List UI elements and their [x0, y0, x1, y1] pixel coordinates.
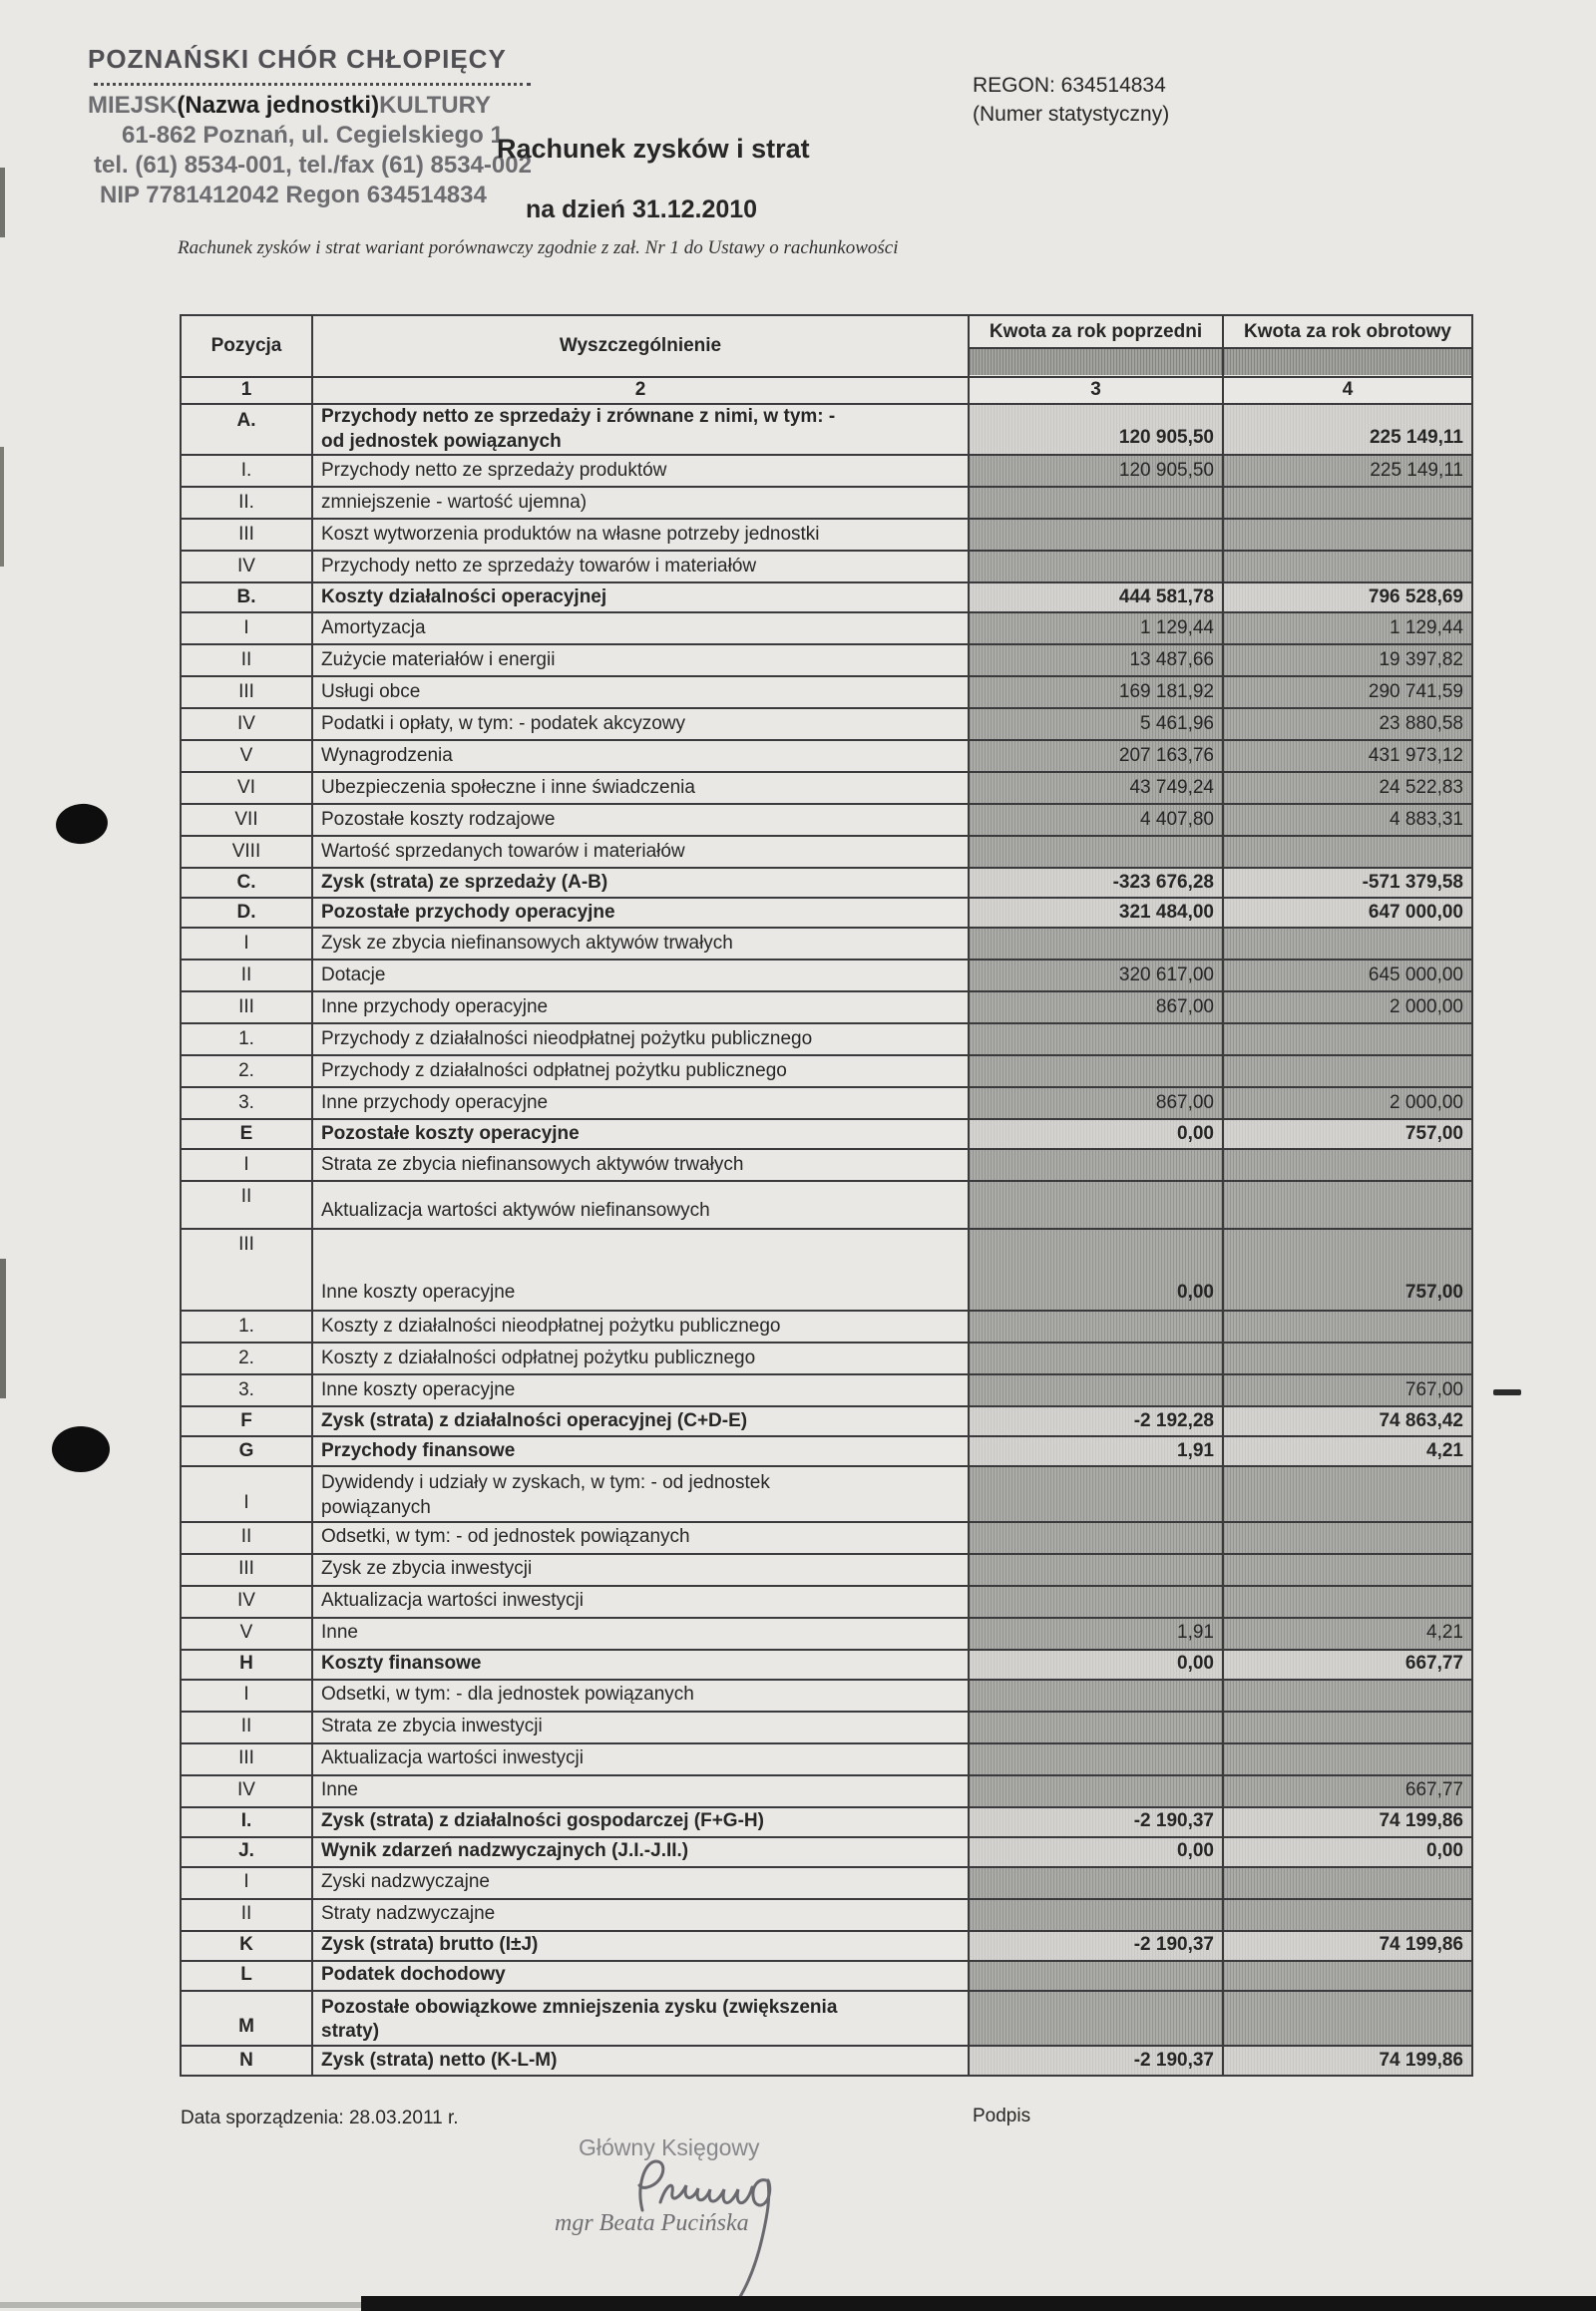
- cell-pozycja: 1.: [181, 1023, 312, 1055]
- cell-pozycja: II: [181, 644, 312, 676]
- cell-pozycja: L: [181, 1961, 312, 1991]
- scan-edge-artifact: [0, 447, 4, 567]
- table-header-row: [181, 315, 1472, 377]
- cell-kwota-obrotowy: [1223, 1343, 1472, 1374]
- cell-kwota-obrotowy: 2 000,00: [1223, 991, 1472, 1023]
- table-row: [181, 1119, 1472, 1149]
- cell-pozycja: I: [181, 1149, 312, 1181]
- table-row: [181, 404, 1472, 455]
- cell-wyszczegolnienie: Odsetki, w tym: - dla jednostek powiązanych: [312, 1680, 969, 1712]
- cell-kwota-poprzedni: 120 905,50: [969, 404, 1223, 455]
- cell-wyszczegolnienie: Aktualizacja wartości inwestycji: [312, 1743, 969, 1775]
- cell-pozycja: F: [181, 1406, 312, 1436]
- cell-pozycja: D.: [181, 898, 312, 928]
- cell-pozycja: II: [181, 1181, 312, 1229]
- cell-pozycja: III: [181, 991, 312, 1023]
- cell-pozycja: II: [181, 1522, 312, 1554]
- cell-kwota-obrotowy: [1223, 519, 1472, 551]
- cell-wyszczegolnienie: Pozostałe koszty operacyjne: [312, 1119, 969, 1149]
- cell-wyszczegolnienie: Przychody z działalności nieodpłatnej pożytku publicznego: [312, 1023, 969, 1055]
- table-row: [181, 1436, 1472, 1466]
- cell-wyszczegolnienie: Zysk ze zbycia inwestycji: [312, 1554, 969, 1586]
- cell-wyszczegolnienie: Przychody finansowe: [312, 1436, 969, 1466]
- cell-wyszczegolnienie: Przychody netto ze sprzedaży i zrównane z nimi, w tym: - od jednostek powiązanych: [312, 404, 969, 455]
- cell-wyszczegolnienie: Koszty finansowe: [312, 1650, 969, 1680]
- cell-kwota-poprzedni: 320 617,00: [969, 960, 1223, 991]
- cell-pozycja: I: [181, 1466, 312, 1521]
- stamp-nip-regon: NIP 7781412042 Regon 634514834: [100, 182, 487, 208]
- cell-pozycja: III: [181, 676, 312, 708]
- cell-kwota-poprzedni: 0,00: [969, 1119, 1223, 1149]
- cell-pozycja: IV: [181, 1586, 312, 1618]
- accountant-stamp-name: mgr Beata Pucińska: [555, 2210, 749, 2236]
- cell-kwota-obrotowy: [1223, 551, 1472, 582]
- cell-wyszczegolnienie: Pozostałe obowiązkowe zmniejszenia zysku (zwiększenia straty): [312, 1991, 969, 2046]
- cell-pozycja: V: [181, 740, 312, 772]
- cell-wyszczegolnienie: Amortyzacja: [312, 612, 969, 644]
- table-row: [181, 1867, 1472, 1899]
- cell-wyszczegolnienie: Inne koszty operacyjne: [312, 1229, 969, 1311]
- preparation-date: Data sporządzenia: 28.03.2011 r.: [181, 2108, 459, 2128]
- cell-kwota-obrotowy: 74 199,86: [1223, 2046, 1472, 2076]
- cell-pozycja: B.: [181, 582, 312, 612]
- cell-wyszczegolnienie: Podatek dochodowy: [312, 1961, 969, 1991]
- col-header-kwota-obrotowy: [1223, 315, 1472, 377]
- cell-kwota-obrotowy: 19 397,82: [1223, 644, 1472, 676]
- cell-kwota-poprzedni: 4 407,80: [969, 804, 1223, 836]
- cell-wyszczegolnienie: Koszty działalności operacyjnej: [312, 582, 969, 612]
- cell-kwota-poprzedni: 1 129,44: [969, 612, 1223, 644]
- cell-pozycja: III: [181, 1743, 312, 1775]
- table-row: [181, 1807, 1472, 1837]
- cell-wyszczegolnienie: Usługi obce: [312, 676, 969, 708]
- table-row: [181, 1899, 1472, 1931]
- table-row: [181, 868, 1472, 898]
- table-row: [181, 676, 1472, 708]
- cell-kwota-obrotowy: 796 528,69: [1223, 582, 1472, 612]
- cell-kwota-poprzedni: [969, 1343, 1223, 1374]
- stamp-phone: tel. (61) 8534-001, tel./fax (61) 8534-002: [94, 152, 532, 179]
- margin-dash-annotation: [1493, 1389, 1521, 1395]
- table-row: [181, 1712, 1472, 1743]
- cell-kwota-poprzedni: -2 190,37: [969, 2046, 1223, 2076]
- cell-kwota-poprzedni: 0,00: [969, 1650, 1223, 1680]
- dotted-line: [94, 77, 531, 86]
- cell-wyszczegolnienie: Strata ze zbycia inwestycji: [312, 1712, 969, 1743]
- profit-loss-table: [180, 314, 1473, 2077]
- cell-pozycja: A.: [181, 404, 312, 455]
- cell-kwota-poprzedni: [969, 519, 1223, 551]
- cell-wyszczegolnienie: Przychody netto ze sprzedaży towarów i materiałów: [312, 551, 969, 582]
- cell-kwota-poprzedni: 1,91: [969, 1618, 1223, 1650]
- cell-kwota-obrotowy: [1223, 1680, 1472, 1712]
- table-row: [181, 612, 1472, 644]
- cell-kwota-poprzedni: [969, 1055, 1223, 1087]
- table-row: [181, 1149, 1472, 1181]
- table-row: [181, 1931, 1472, 1961]
- stamp-address: 61-862 Poznań, ul. Cegielskiego 1: [122, 122, 504, 149]
- cell-kwota-obrotowy: 767,00: [1223, 1374, 1472, 1406]
- cell-kwota-poprzedni: [969, 1522, 1223, 1554]
- cell-kwota-poprzedni: -2 190,37: [969, 1807, 1223, 1837]
- stamp-line-2: [88, 92, 587, 120]
- cell-wyszczegolnienie: Inne: [312, 1618, 969, 1650]
- cell-pozycja: IV: [181, 551, 312, 582]
- cell-kwota-poprzedni: -2 192,28: [969, 1406, 1223, 1436]
- cell-wyszczegolnienie: Inne: [312, 1775, 969, 1807]
- cell-pozycja: I: [181, 612, 312, 644]
- cell-kwota-poprzedni: 207 163,76: [969, 740, 1223, 772]
- cell-wyszczegolnienie: Straty nadzwyczajne: [312, 1899, 969, 1931]
- cell-kwota-obrotowy: 74 199,86: [1223, 1807, 1472, 1837]
- cell-wyszczegolnienie: Zysk ze zbycia niefinansowych aktywów trwałych: [312, 928, 969, 960]
- cell-kwota-obrotowy: [1223, 1023, 1472, 1055]
- cell-pozycja: 3.: [181, 1087, 312, 1119]
- cell-kwota-poprzedni: [969, 928, 1223, 960]
- col-header-kwota-obrotowy-label: Kwota za rok obrotowy: [1244, 320, 1451, 342]
- cell-kwota-obrotowy: [1223, 836, 1472, 868]
- cell-kwota-obrotowy: 667,77: [1223, 1775, 1472, 1807]
- cell-pozycja: G: [181, 1436, 312, 1466]
- cell-kwota-poprzedni: 867,00: [969, 991, 1223, 1023]
- cell-pozycja: N: [181, 2046, 312, 2076]
- table-row: [181, 1181, 1472, 1229]
- cell-pozycja: II: [181, 1712, 312, 1743]
- cell-kwota-poprzedni: [969, 1311, 1223, 1343]
- cell-kwota-poprzedni: 867,00: [969, 1087, 1223, 1119]
- cell-kwota-poprzedni: [969, 1899, 1223, 1931]
- cell-pozycja: M: [181, 1991, 312, 2046]
- cell-wyszczegolnienie: Pozostałe przychody operacyjne: [312, 898, 969, 928]
- cell-wyszczegolnienie: Wynagrodzenia: [312, 740, 969, 772]
- cell-pozycja: II: [181, 960, 312, 991]
- cell-kwota-poprzedni: 13 487,66: [969, 644, 1223, 676]
- cell-kwota-obrotowy: [1223, 928, 1472, 960]
- table-row: [181, 487, 1472, 519]
- cell-wyszczegolnienie: Zysk (strata) ze sprzedaży (A-B): [312, 868, 969, 898]
- table-row: [181, 772, 1472, 804]
- cell-wyszczegolnienie: Inne przychody operacyjne: [312, 1087, 969, 1119]
- col-header-pozycja: Pozycja: [181, 315, 312, 377]
- cell-kwota-poprzedni: 444 581,78: [969, 582, 1223, 612]
- cell-wyszczegolnienie: Aktualizacja wartości aktywów niefinansowych: [312, 1181, 969, 1229]
- table-row: [181, 898, 1472, 928]
- stamp-company-name: POZNAŃSKI CHÓR CHŁOPIĘCY: [88, 44, 507, 74]
- column-number: 2: [312, 377, 969, 404]
- cell-kwota-obrotowy: [1223, 1899, 1472, 1931]
- cell-kwota-obrotowy: 290 741,59: [1223, 676, 1472, 708]
- cell-kwota-poprzedni: [969, 1181, 1223, 1229]
- table-row: [181, 1650, 1472, 1680]
- cell-wyszczegolnienie: Wartość sprzedanych towarów i materiałów: [312, 836, 969, 868]
- cell-pozycja: J.: [181, 1837, 312, 1867]
- table-row: [181, 1087, 1472, 1119]
- table-row: [181, 740, 1472, 772]
- cell-pozycja: II: [181, 1899, 312, 1931]
- cell-kwota-obrotowy: [1223, 1743, 1472, 1775]
- table-row: [181, 1522, 1472, 1554]
- cell-kwota-poprzedni: 169 181,92: [969, 676, 1223, 708]
- cell-kwota-poprzedni: [969, 836, 1223, 868]
- cell-wyszczegolnienie: Inne przychody operacyjne: [312, 991, 969, 1023]
- cell-kwota-poprzedni: 5 461,96: [969, 708, 1223, 740]
- cell-pozycja: I: [181, 1867, 312, 1899]
- table-row: [181, 519, 1472, 551]
- cell-kwota-obrotowy: 225 149,11: [1223, 404, 1472, 455]
- cell-pozycja: III: [181, 1229, 312, 1311]
- cell-pozycja: 2.: [181, 1343, 312, 1374]
- cell-kwota-obrotowy: 645 000,00: [1223, 960, 1472, 991]
- cell-kwota-poprzedni: [969, 1466, 1223, 1521]
- cell-kwota-poprzedni: [969, 1586, 1223, 1618]
- cell-kwota-obrotowy: [1223, 1712, 1472, 1743]
- cell-kwota-poprzedni: 0,00: [969, 1837, 1223, 1867]
- cell-kwota-obrotowy: 0,00: [1223, 1837, 1472, 1867]
- table-row: [181, 1618, 1472, 1650]
- column-number: 3: [969, 377, 1223, 404]
- column-number: 1: [181, 377, 312, 404]
- cell-kwota-obrotowy: 667,77: [1223, 1650, 1472, 1680]
- cell-wyszczegolnienie: Aktualizacja wartości inwestycji: [312, 1586, 969, 1618]
- cell-pozycja: VI: [181, 772, 312, 804]
- table-row: [181, 1680, 1472, 1712]
- table-row: [181, 804, 1472, 836]
- cell-kwota-poprzedni: [969, 1867, 1223, 1899]
- cell-pozycja: H: [181, 1650, 312, 1680]
- cell-pozycja: 1.: [181, 1311, 312, 1343]
- cell-pozycja: III: [181, 1554, 312, 1586]
- hole-punch-top: [54, 801, 110, 846]
- cell-wyszczegolnienie: Zużycie materiałów i energii: [312, 644, 969, 676]
- table-row: [181, 2046, 1472, 2076]
- cell-kwota-poprzedni: 321 484,00: [969, 898, 1223, 928]
- cell-pozycja: E: [181, 1119, 312, 1149]
- cell-kwota-poprzedni: [969, 1991, 1223, 2046]
- table-row: [181, 1374, 1472, 1406]
- cell-kwota-obrotowy: -571 379,58: [1223, 868, 1472, 898]
- scan-edge-bottom-left: [0, 2302, 361, 2308]
- cell-kwota-obrotowy: 74 199,86: [1223, 1931, 1472, 1961]
- table-row: [181, 991, 1472, 1023]
- cell-kwota-obrotowy: [1223, 1961, 1472, 1991]
- cell-kwota-poprzedni: [969, 1149, 1223, 1181]
- col-header-kwota-poprzedni-label: Kwota za rok poprzedni: [989, 320, 1203, 342]
- cell-wyszczegolnienie: Odsetki, w tym: - od jednostek powiązanych: [312, 1522, 969, 1554]
- cell-pozycja: II.: [181, 487, 312, 519]
- document-date: na dzień 31.12.2010: [526, 195, 758, 223]
- cell-pozycja: C.: [181, 868, 312, 898]
- table-row: [181, 836, 1472, 868]
- table-row: [181, 1343, 1472, 1374]
- hatch-band: [970, 347, 1222, 375]
- cell-wyszczegolnienie: Zysk (strata) z działalności operacyjnej (C+D-E): [312, 1406, 969, 1436]
- cell-pozycja: I.: [181, 1807, 312, 1837]
- cell-kwota-obrotowy: 4,21: [1223, 1436, 1472, 1466]
- cell-kwota-poprzedni: -323 676,28: [969, 868, 1223, 898]
- table-row: [181, 928, 1472, 960]
- document-subtitle: Rachunek zysków i strat wariant porównawczy zgodnie z zał. Nr 1 do Ustawy o rachunkowości: [178, 237, 899, 258]
- cell-wyszczegolnienie: Zysk (strata) z działalności gospodarczej (F+G-H): [312, 1807, 969, 1837]
- cell-kwota-poprzedni: [969, 1023, 1223, 1055]
- cell-pozycja: 3.: [181, 1374, 312, 1406]
- cell-kwota-obrotowy: [1223, 1181, 1472, 1229]
- cell-pozycja: I: [181, 928, 312, 960]
- cell-wyszczegolnienie: Inne koszty operacyjne: [312, 1374, 969, 1406]
- scan-edge-artifact: [0, 168, 5, 237]
- cell-kwota-poprzedni: [969, 551, 1223, 582]
- scan-edge-bottom: [361, 2296, 1596, 2311]
- table-row: [181, 960, 1472, 991]
- cell-kwota-obrotowy: [1223, 1991, 1472, 2046]
- cell-pozycja: VIII: [181, 836, 312, 868]
- cell-kwota-obrotowy: [1223, 487, 1472, 519]
- table-row: [181, 1961, 1472, 1991]
- cell-kwota-poprzedni: [969, 1743, 1223, 1775]
- cell-kwota-obrotowy: 647 000,00: [1223, 898, 1472, 928]
- cell-kwota-poprzedni: 43 749,24: [969, 772, 1223, 804]
- cell-kwota-obrotowy: 2 000,00: [1223, 1087, 1472, 1119]
- cell-kwota-poprzedni: [969, 487, 1223, 519]
- cell-pozycja: K: [181, 1931, 312, 1961]
- regon-caption: (Numer statystyczny): [973, 103, 1170, 126]
- cell-kwota-obrotowy: [1223, 1586, 1472, 1618]
- cell-wyszczegolnienie: Dotacje: [312, 960, 969, 991]
- table-row: [181, 708, 1472, 740]
- cell-pozycja: III: [181, 519, 312, 551]
- cell-wyszczegolnienie: Przychody z działalności odpłatnej pożytku publicznego: [312, 1055, 969, 1087]
- cell-kwota-obrotowy: 4 883,31: [1223, 804, 1472, 836]
- company-stamp: [88, 44, 587, 209]
- cell-kwota-obrotowy: 225 149,11: [1223, 455, 1472, 487]
- cell-kwota-poprzedni: 0,00: [969, 1229, 1223, 1311]
- table-row: [181, 1055, 1472, 1087]
- table-row: [181, 455, 1472, 487]
- table-row: [181, 1406, 1472, 1436]
- form-label-nazwa-jednostki: (Nazwa jednostki): [177, 92, 380, 119]
- cell-wyszczegolnienie: zmniejszenie - wartość ujemna): [312, 487, 969, 519]
- cell-kwota-obrotowy: 74 863,42: [1223, 1406, 1472, 1436]
- col-header-kwota-poprzedni: [969, 315, 1223, 377]
- table-row: [181, 1554, 1472, 1586]
- table-row: [181, 1311, 1472, 1343]
- cell-wyszczegolnienie: Koszt wytworzenia produktów na własne potrzeby jednostki: [312, 519, 969, 551]
- hatch-band: [1224, 347, 1471, 375]
- cell-pozycja: 2.: [181, 1055, 312, 1087]
- cell-kwota-poprzedni: 1,91: [969, 1436, 1223, 1466]
- table-row: [181, 644, 1472, 676]
- cell-kwota-poprzedni: 120 905,50: [969, 455, 1223, 487]
- cell-kwota-obrotowy: 4,21: [1223, 1618, 1472, 1650]
- cell-pozycja: IV: [181, 708, 312, 740]
- table-row: [181, 1466, 1472, 1521]
- cell-kwota-obrotowy: [1223, 1554, 1472, 1586]
- cell-kwota-obrotowy: 23 880,58: [1223, 708, 1472, 740]
- cell-kwota-obrotowy: 757,00: [1223, 1119, 1472, 1149]
- cell-kwota-poprzedni: [969, 1680, 1223, 1712]
- cell-kwota-poprzedni: [969, 1712, 1223, 1743]
- cell-pozycja: I: [181, 1680, 312, 1712]
- column-numbers-row: [181, 377, 1472, 404]
- regon-number: REGON: 634514834: [973, 74, 1166, 97]
- table-row: [181, 551, 1472, 582]
- hole-punch-bottom: [52, 1426, 110, 1472]
- table-row: [181, 1837, 1472, 1867]
- cell-kwota-obrotowy: [1223, 1311, 1472, 1343]
- cell-wyszczegolnienie: Zysk (strata) netto (K-L-M): [312, 2046, 969, 2076]
- table-row: [181, 1743, 1472, 1775]
- cell-kwota-obrotowy: [1223, 1522, 1472, 1554]
- cell-kwota-obrotowy: 431 973,12: [1223, 740, 1472, 772]
- table-row: [181, 1991, 1472, 2046]
- cell-wyszczegolnienie: Zysk (strata) brutto (I±J): [312, 1931, 969, 1961]
- cell-wyszczegolnienie: Koszty z działalności odpłatnej pożytku publicznego: [312, 1343, 969, 1374]
- cell-kwota-obrotowy: [1223, 1867, 1472, 1899]
- cell-kwota-poprzedni: [969, 1961, 1223, 1991]
- cell-kwota-poprzedni: [969, 1374, 1223, 1406]
- cell-pozycja: VII: [181, 804, 312, 836]
- cell-wyszczegolnienie: Zyski nadzwyczajne: [312, 1867, 969, 1899]
- stamp-line-2-suffix: KULTURY: [379, 92, 492, 119]
- cell-wyszczegolnienie: Koszty z działalności nieodpłatnej pożytku publicznego: [312, 1311, 969, 1343]
- table-row: [181, 1775, 1472, 1807]
- cell-kwota-obrotowy: 1 129,44: [1223, 612, 1472, 644]
- signature-label: Podpis: [973, 2106, 1031, 2126]
- cell-wyszczegolnienie: Wynik zdarzeń nadzwyczajnych (J.I.-J.II.): [312, 1837, 969, 1867]
- cell-wyszczegolnienie: Pozostałe koszty rodzajowe: [312, 804, 969, 836]
- cell-pozycja: V: [181, 1618, 312, 1650]
- table-row: [181, 582, 1472, 612]
- col-header-wyszczegolnienie: Wyszczególnienie: [312, 315, 969, 377]
- cell-kwota-poprzedni: [969, 1775, 1223, 1807]
- cell-wyszczegolnienie: Przychody netto ze sprzedaży produktów: [312, 455, 969, 487]
- table-row: [181, 1586, 1472, 1618]
- cell-kwota-obrotowy: 24 522,83: [1223, 772, 1472, 804]
- table-row: [181, 1023, 1472, 1055]
- column-number: 4: [1223, 377, 1472, 404]
- cell-kwota-obrotowy: [1223, 1466, 1472, 1521]
- cell-kwota-obrotowy: [1223, 1149, 1472, 1181]
- cell-kwota-obrotowy: 757,00: [1223, 1229, 1472, 1311]
- cell-wyszczegolnienie: Strata ze zbycia niefinansowych aktywów trwałych: [312, 1149, 969, 1181]
- cell-wyszczegolnienie: Podatki i opłaty, w tym: - podatek akcyzowy: [312, 708, 969, 740]
- document-title: Rachunek zysków i strat: [497, 134, 810, 164]
- cell-pozycja: I.: [181, 455, 312, 487]
- stamp-line-2-prefix: MIEJSK: [88, 92, 178, 119]
- cell-pozycja: IV: [181, 1775, 312, 1807]
- accountant-stamp-role: Główny Księgowy: [579, 2134, 760, 2160]
- cell-wyszczegolnienie: Dywidendy i udziały w zyskach, w tym: - od jednostek powiązanych: [312, 1466, 969, 1521]
- cell-kwota-poprzedni: [969, 1554, 1223, 1586]
- table-row: [181, 1229, 1472, 1311]
- scan-edge-artifact: [0, 1259, 6, 1398]
- cell-kwota-poprzedni: -2 190,37: [969, 1931, 1223, 1961]
- cell-wyszczegolnienie: Ubezpieczenia społeczne i inne świadczenia: [312, 772, 969, 804]
- cell-kwota-obrotowy: [1223, 1055, 1472, 1087]
